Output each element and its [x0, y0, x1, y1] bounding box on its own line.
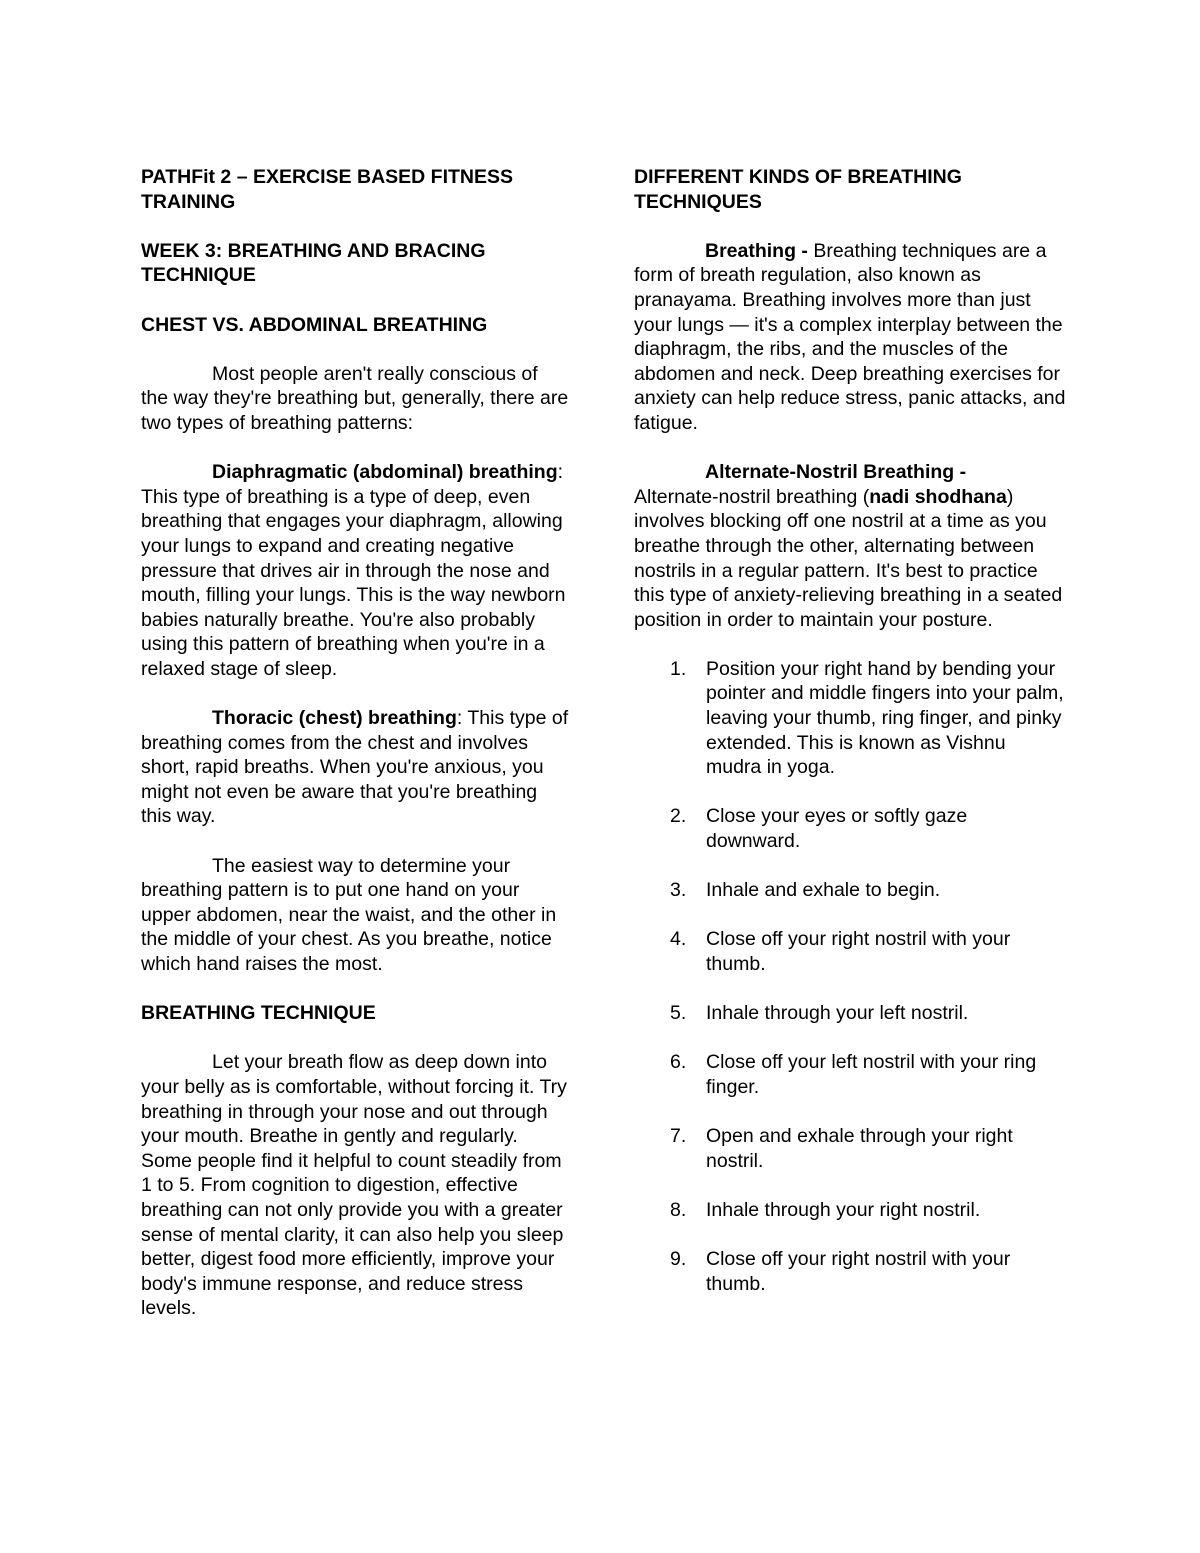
list-item [670, 878, 1066, 903]
breathing-kinds-heading: DIFFERENT KINDS OF BREATHING TECHNIQUES [634, 166, 962, 213]
intro-paragraph [141, 362, 569, 436]
list-item [670, 927, 1066, 976]
step-text: Close off your left nostril with your ring finger. [706, 1051, 1037, 1098]
nadi-shodhana-term: nadi shodhana [869, 485, 1007, 508]
determine-paragraph [141, 854, 569, 977]
list-item [670, 657, 1066, 780]
thoracic-term: Thoracic (chest) breathing [212, 707, 457, 730]
list-item [670, 1001, 1066, 1026]
breathing-paragraph [634, 239, 1066, 436]
step-text: Inhale through your right nostril. [706, 1198, 981, 1221]
step-number: 2. [670, 805, 687, 828]
step-number: 7. [670, 1125, 687, 1148]
breathing-text: Breathing techniques are a form of breath regulation, also known as pranayama. Breathing involves more than just your lungs — it's a complex interplay between the diaphragm, the ribs, and the muscles of the abdomen and neck. Deep breathing exercises for anxiety can help reduce stress, panic attacks, and fatigue. [634, 239, 1066, 434]
step-text: Inhale and exhale to begin. [706, 879, 941, 902]
list-item [670, 1247, 1066, 1296]
technique-paragraph [141, 1050, 569, 1321]
step-text: Inhale through your left nostril. [706, 1002, 969, 1025]
alternate-nostril-term: Alternate-Nostril Breathing - [705, 461, 967, 484]
intro-text: Most people aren't really conscious of the way they're breathing but, generally, there are two types of breathing patterns: [141, 362, 569, 434]
diaphragmatic-text: : This type of breathing is a type of deep, even breathing that engages your diaphragm, allowing your lungs to expand and creating negative pressure that drives air in through the nose and mouth, filling your lungs. This is the way newborn babies naturally breathe. You're also probably using this pattern of breathing when you're in a relaxed stage of sleep. [141, 461, 566, 680]
step-number: 8. [670, 1198, 687, 1221]
alternate-text-end: ) involves blocking off one nostril at a time as you breathe through the other, alternating between nostrils in a regular pattern. It's best to practice this type of anxiety-relieving breathing in a seated position in order to maintain your posture. [634, 485, 1063, 631]
document-title: PATHFit 2 – EXERCISE BASED FITNESS TRAINING [141, 166, 514, 213]
step-number: 6. [670, 1051, 687, 1074]
alternate-nostril-paragraph [634, 460, 1066, 632]
diaphragmatic-term: Diaphragmatic (abdominal) breathing [212, 461, 558, 484]
steps-list [670, 657, 1066, 1296]
right-column [634, 165, 1066, 1321]
step-number: 9. [670, 1248, 687, 1271]
diaphragmatic-paragraph [141, 460, 569, 681]
step-text: Open and exhale through your right nostril. [706, 1125, 1013, 1172]
chest-vs-abdominal-heading: CHEST VS. ABDOMINAL BREATHING [141, 313, 488, 336]
technique-text: Let your breath flow as deep down into your belly as is comfortable, without forcing it. Try breathing in through your nose and out through your mouth. Breathe in gently and regularly. Some people find it helpful to count steadily from 1 to 5. From cognition to digestion, effective breathing can not only provide you with a greater sense of mental clarity, it can also help you sleep better, digest food more efficiently, improve your body's immune response, and reduce stress levels. [141, 1051, 567, 1320]
thoracic-paragraph [141, 706, 569, 829]
list-item [670, 804, 1066, 853]
alternate-text-start: Alternate-nostril breathing ( [634, 485, 870, 508]
step-text: Close your eyes or softly gaze downward. [706, 805, 968, 853]
step-number: 3. [670, 879, 687, 902]
breathing-term: Breathing - [705, 239, 808, 262]
breathing-technique-heading: BREATHING TECHNIQUE [141, 1002, 376, 1025]
step-text: Position your right hand by bending your pointer and middle fingers into your palm, leaving your thumb, ring finger, and pinky extended. This is known as Vishnu mudra in yoga. [706, 657, 1064, 779]
step-text: Close off your right nostril with your thumb. [706, 928, 1011, 975]
left-column [141, 165, 569, 1346]
thoracic-text: : This type of breathing comes from the chest and involves short, rapid breaths. When you're anxious, you might not even be aware that you're breathing this way. [141, 707, 569, 828]
list-item [670, 1124, 1066, 1173]
list-item [670, 1050, 1066, 1099]
determine-text: The easiest way to determine your breathing pattern is to put one hand on your upper abdomen, near the waist, and the other in the middle of your chest. As you breathe, notice which hand raises the most. [141, 854, 557, 975]
list-item [670, 1198, 1066, 1223]
step-text: Close off your right nostril with your thumb. [706, 1248, 1011, 1295]
step-number: 1. [670, 657, 687, 680]
step-number: 5. [670, 1002, 687, 1025]
step-number: 4. [670, 928, 687, 951]
week-heading: WEEK 3: BREATHING AND BRACING TECHNIQUE [141, 239, 486, 287]
